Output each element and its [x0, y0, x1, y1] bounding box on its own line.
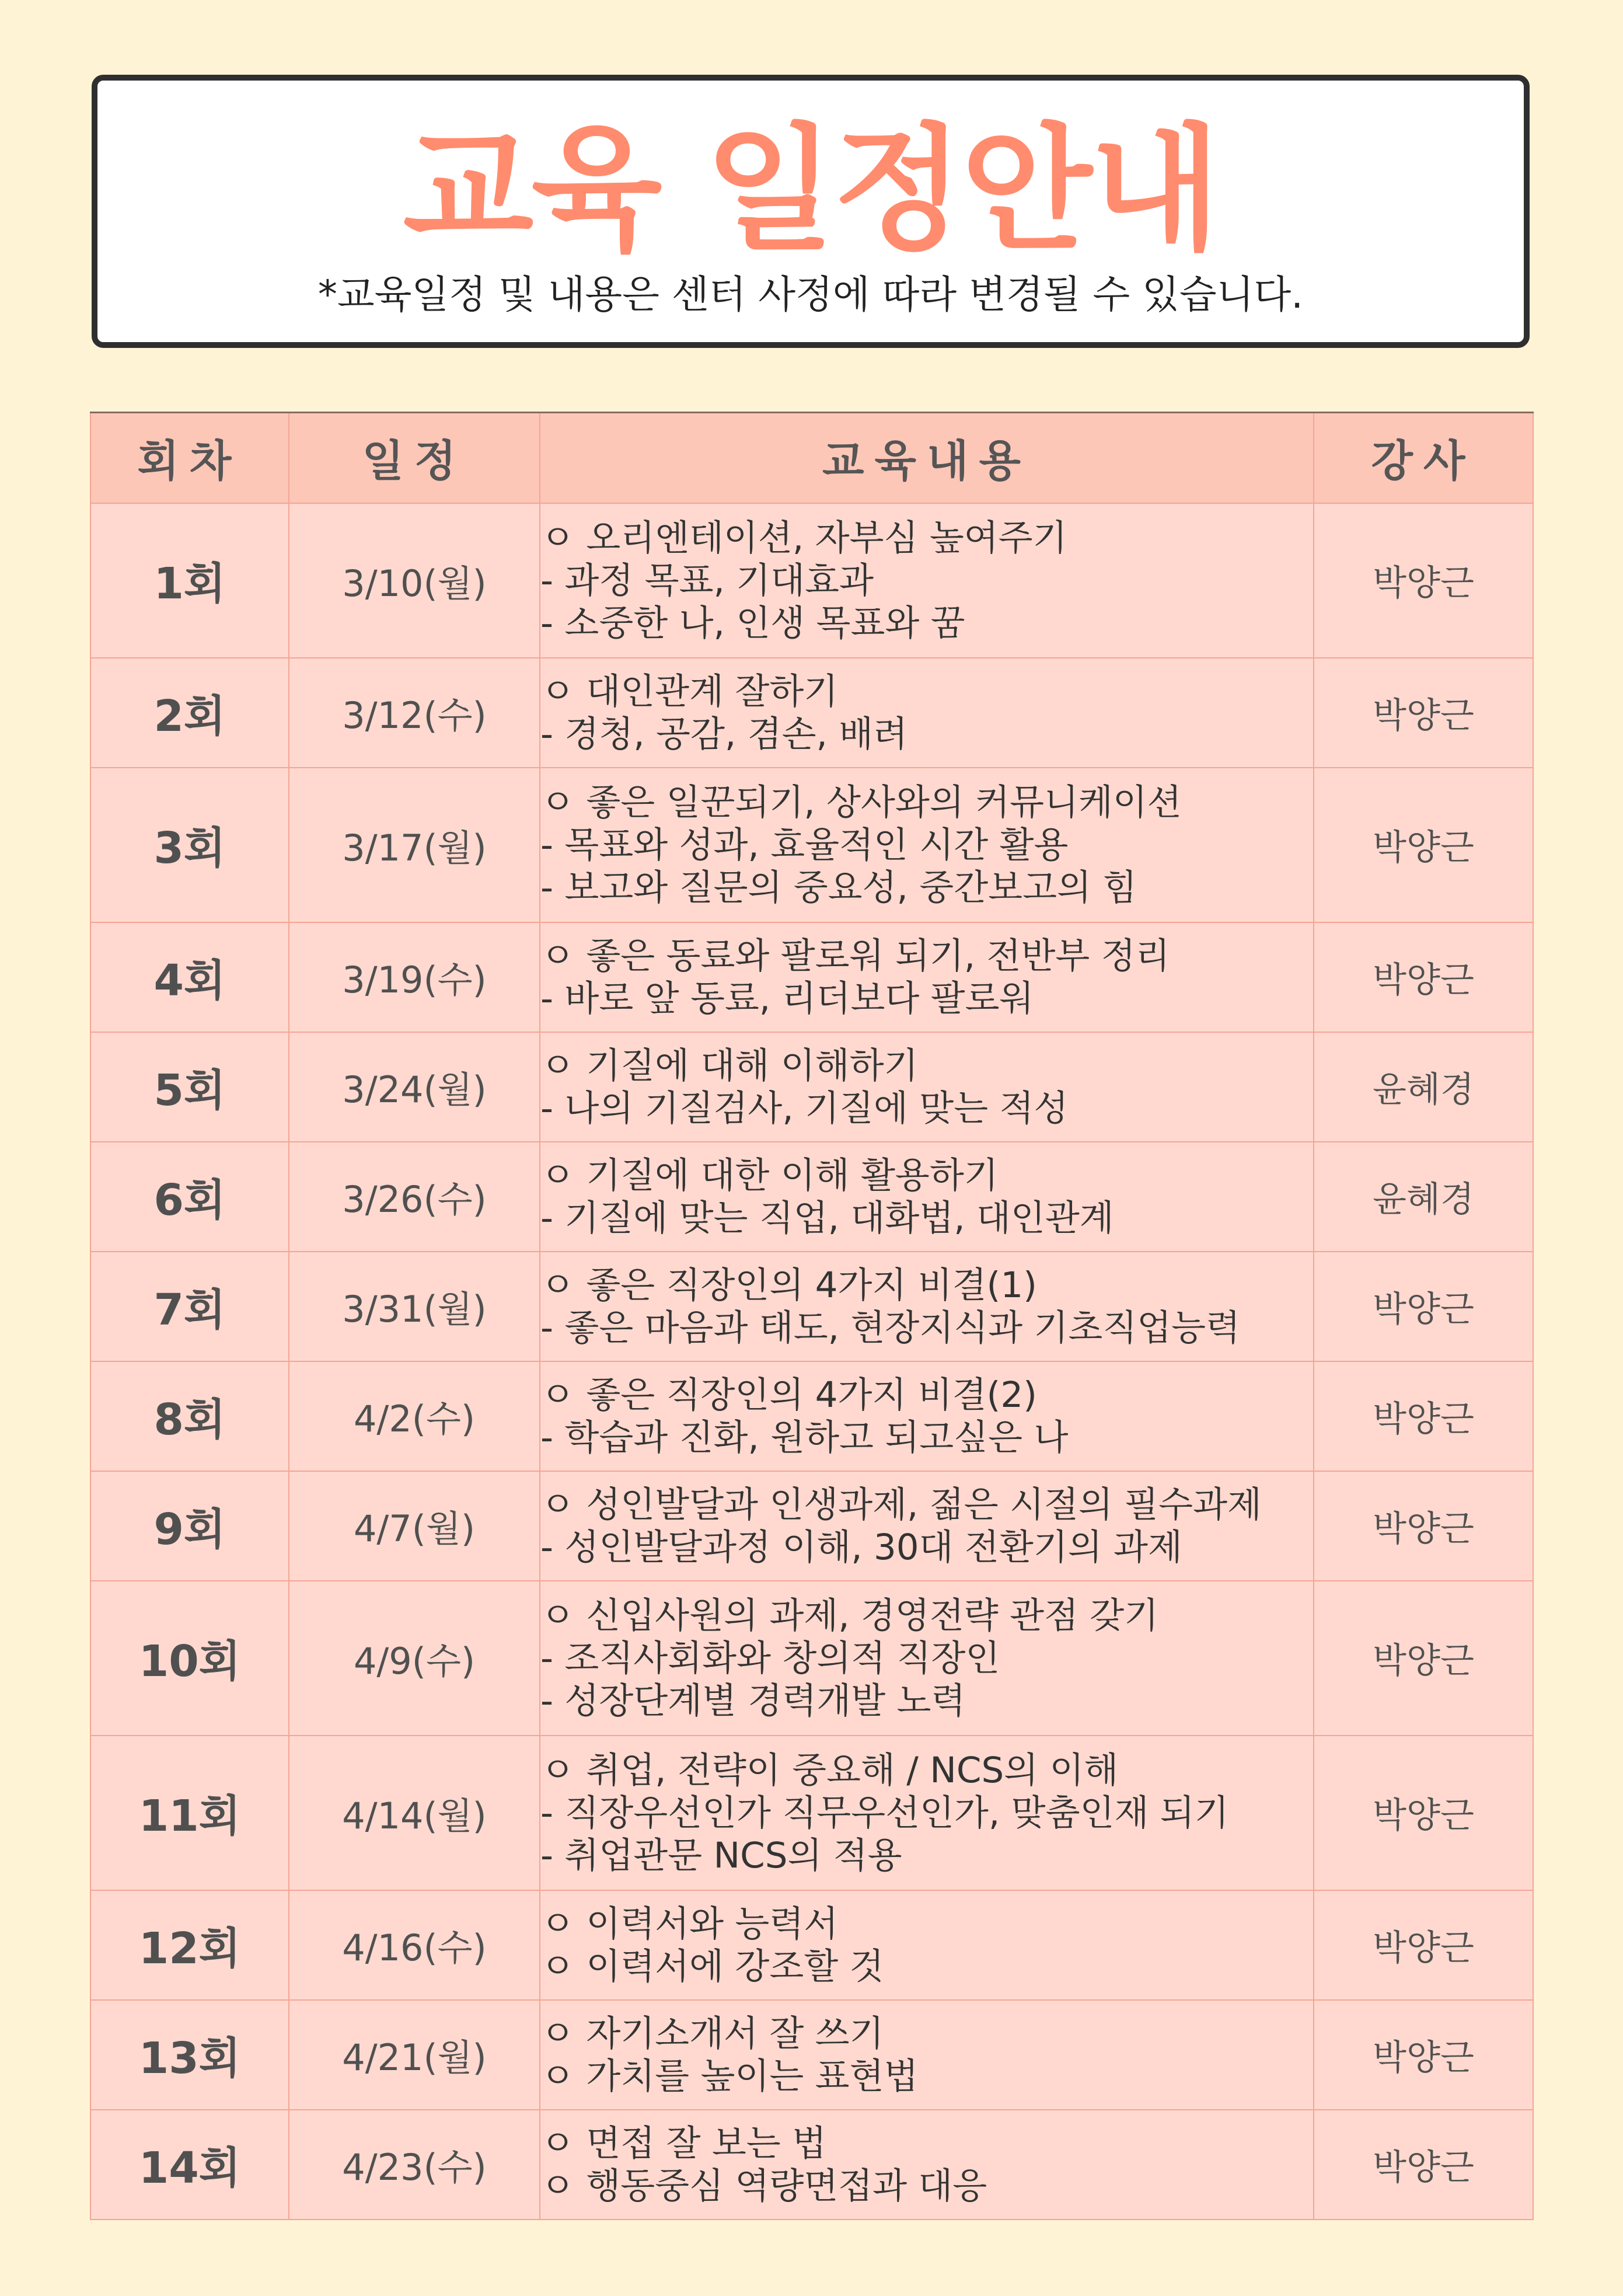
content-line: - 목표와 성과, 효율적인 시간 활용	[540, 824, 1069, 866]
instructor-name: 박양근	[1314, 1736, 1533, 1890]
content-line: ㅇ 면접 잘 보는 법	[540, 2122, 827, 2164]
instructor-name: 윤혜경	[1314, 1142, 1533, 1252]
table-row	[90, 503, 1533, 658]
column-header-instructor: 강사	[1314, 413, 1533, 503]
session-number: 7회	[90, 1252, 289, 1361]
session-number: 11회	[90, 1736, 289, 1890]
schedule-body	[90, 503, 1533, 2220]
session-date: 4/2(수)	[289, 1361, 540, 1471]
session-content	[540, 503, 1314, 658]
table-row	[90, 658, 1533, 768]
session-content	[540, 2110, 1314, 2220]
instructor-name: 박양근	[1314, 503, 1533, 658]
content-line: - 경청, 공감, 겸손, 배려	[540, 713, 908, 755]
instructor-name: 박양근	[1314, 1890, 1533, 2000]
session-number: 3회	[90, 768, 289, 922]
table-row	[90, 1581, 1533, 1736]
table-header-row	[90, 413, 1533, 503]
content-line: - 성장단계별 경력개발 노력	[540, 1680, 966, 1722]
session-number: 6회	[90, 1142, 289, 1252]
session-number: 2회	[90, 658, 289, 768]
session-content	[540, 2000, 1314, 2110]
table-row	[90, 922, 1533, 1032]
session-content	[540, 768, 1314, 922]
content-line: - 성인발달과정 이해, 30대 전환기의 과제	[540, 1526, 1182, 1568]
session-number: 9회	[90, 1471, 289, 1581]
column-header-session: 회차	[90, 413, 289, 503]
content-line: ㅇ 자기소개서 잘 쓰기	[540, 2012, 884, 2054]
session-number: 5회	[90, 1032, 289, 1142]
content-line: ㅇ 기질에 대해 이해하기	[540, 1044, 919, 1086]
content-line: - 과정 목표, 기대효과	[540, 559, 874, 601]
content-line: ㅇ 행동중심 역량면접과 대응	[540, 2165, 987, 2207]
session-content	[540, 658, 1314, 768]
session-content	[540, 1736, 1314, 1890]
page-subtitle: *교육일정 및 내용은 센터 사정에 따라 변경될 수 있습니다.	[317, 272, 1304, 317]
content-line: ㅇ 신입사원의 과제, 경영전략 관점 갖기	[540, 1594, 1159, 1636]
session-number: 1회	[90, 503, 289, 658]
content-line: ㅇ 가치를 높이는 표현법	[540, 2055, 919, 2097]
content-line: ㅇ 좋은 동료와 팔로워 되기, 전반부 정리	[540, 935, 1170, 977]
session-content	[540, 1581, 1314, 1736]
session-date: 3/12(수)	[289, 658, 540, 768]
table-row	[90, 1361, 1533, 1471]
session-content	[540, 922, 1314, 1032]
content-line: - 기질에 맞는 직업, 대화법, 대인관계	[540, 1197, 1114, 1239]
content-line: - 소중한 나, 인생 목표와 꿈	[540, 602, 965, 644]
instructor-name: 박양근	[1314, 1361, 1533, 1471]
table-row	[90, 2110, 1533, 2220]
table-row	[90, 1890, 1533, 2000]
content-line: - 취업관문 NCS의 적용	[540, 1834, 902, 1876]
content-line: - 바로 앞 동료, 리더보다 팔로워	[540, 977, 1034, 1019]
instructor-name: 박양근	[1314, 2110, 1533, 2220]
session-content	[540, 1361, 1314, 1471]
content-line: ㅇ 이력서와 능력서	[540, 1903, 839, 1945]
content-line: - 직장우선인가 직무우선인가, 맞춤인재 되기	[540, 1792, 1229, 1834]
instructor-name: 박양근	[1314, 2000, 1533, 2110]
table-row	[90, 1252, 1533, 1361]
session-date: 3/10(월)	[289, 503, 540, 658]
session-number: 14회	[90, 2110, 289, 2220]
session-number: 12회	[90, 1890, 289, 2000]
instructor-name: 박양근	[1314, 768, 1533, 922]
session-date: 4/7(월)	[289, 1471, 540, 1581]
content-line: - 좋은 마음과 태도, 현장지식과 기초직업능력	[540, 1306, 1241, 1349]
session-date: 4/14(월)	[289, 1736, 540, 1890]
table-row	[90, 2000, 1533, 2110]
content-line: ㅇ 취업, 전략이 중요해 / NCS의 이해	[540, 1749, 1119, 1791]
session-date: 4/16(수)	[289, 1890, 540, 2000]
session-number: 10회	[90, 1581, 289, 1736]
session-content	[540, 1471, 1314, 1581]
column-header-content: 교육내용	[540, 413, 1314, 503]
session-date: 4/9(수)	[289, 1581, 540, 1736]
table-row	[90, 1032, 1533, 1142]
session-number: 8회	[90, 1361, 289, 1471]
content-line: - 나의 기질검사, 기질에 맞는 적성	[540, 1087, 1069, 1129]
session-date: 3/31(월)	[289, 1252, 540, 1361]
session-content	[540, 1032, 1314, 1142]
content-line: ㅇ 오리엔테이션, 자부심 높여주기	[540, 517, 1067, 559]
instructor-name: 박양근	[1314, 1581, 1533, 1736]
instructor-name: 박양근	[1314, 658, 1533, 768]
session-content	[540, 1252, 1314, 1361]
content-line: - 보고와 질문의 중요성, 중간보고의 힘	[540, 866, 1137, 908]
instructor-name: 박양근	[1314, 1471, 1533, 1581]
session-date: 4/21(월)	[289, 2000, 540, 2110]
session-date: 3/24(월)	[289, 1032, 540, 1142]
content-line: ㅇ 좋은 일꾼되기, 상사와의 커뮤니케이션	[540, 781, 1182, 823]
table-row	[90, 1736, 1533, 1890]
content-line: - 조직사회화와 창의적 직장인	[540, 1637, 1000, 1679]
session-date: 3/19(수)	[289, 922, 540, 1032]
instructor-name: 박양근	[1314, 922, 1533, 1032]
content-line: ㅇ 대인관계 잘하기	[540, 670, 839, 712]
session-date: 3/17(월)	[289, 768, 540, 922]
page-title: 교육 일정안내	[403, 111, 1219, 269]
instructor-name: 박양근	[1314, 1252, 1533, 1361]
content-line: ㅇ 좋은 직장인의 4가지 비결(1)	[540, 1264, 1037, 1306]
instructor-name: 윤혜경	[1314, 1032, 1533, 1142]
content-line: ㅇ 이력서에 강조할 것	[540, 1945, 884, 1987]
content-line: ㅇ 기질에 대한 이해 활용하기	[540, 1154, 999, 1196]
content-line: ㅇ 성인발달과 인생과제, 젊은 시절의 필수과제	[540, 1483, 1262, 1525]
session-content	[540, 1890, 1314, 2000]
table-row	[90, 1471, 1533, 1581]
header-box	[92, 75, 1530, 348]
content-line: ㅇ 좋은 직장인의 4가지 비결(2)	[540, 1374, 1037, 1416]
session-date: 3/26(수)	[289, 1142, 540, 1252]
table-row	[90, 768, 1533, 922]
table-row	[90, 1142, 1533, 1252]
session-content	[540, 1142, 1314, 1252]
session-date: 4/23(수)	[289, 2110, 540, 2220]
content-line: - 학습과 진화, 원하고 되고싶은 나	[540, 1416, 1069, 1458]
column-header-date: 일정	[289, 413, 540, 503]
schedule-table	[90, 412, 1534, 2220]
session-number: 4회	[90, 922, 289, 1032]
session-number: 13회	[90, 2000, 289, 2110]
